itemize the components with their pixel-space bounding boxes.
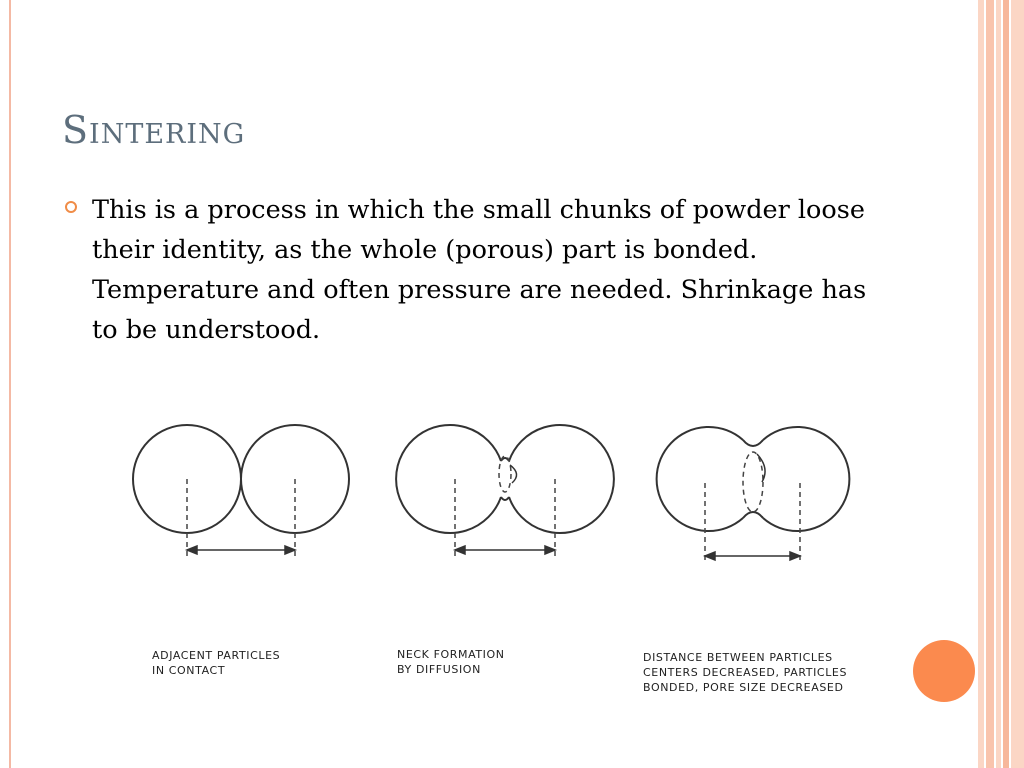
- stage3-diffusion-arrow: [757, 454, 765, 482]
- stage2-neck-ellipse: [499, 456, 511, 492]
- stage3-distance-arrow: [705, 552, 800, 560]
- stage3-neck-ellipse: [743, 452, 763, 512]
- stage2-particles: [396, 425, 614, 533]
- stage3-caption-line2: CENTERS DECREASED, PARTICLES: [643, 666, 848, 679]
- stage2-caption: [397, 647, 505, 677]
- stage1-distance-arrow: [187, 546, 295, 554]
- stage3-caption-line3: BONDED, PORE SIZE DECREASED: [643, 681, 844, 694]
- stage2-particle-left: [396, 425, 501, 533]
- stage3-caption: [643, 650, 847, 695]
- stage1-caption-line2: IN CONTACT: [152, 664, 226, 677]
- stage2-caption-line2: BY DIFFUSION: [397, 663, 481, 676]
- stage3-neck-curve-top: [743, 440, 763, 446]
- stage2-particle-right: [509, 425, 614, 533]
- stage3-particle-right: [763, 427, 849, 531]
- stage3-caption-line1: DISTANCE BETWEEN PARTICLES: [643, 651, 833, 664]
- stage1-caption-line1: ADJACENT PARTICLES: [152, 649, 281, 662]
- stage2-neck-curve-bottom: [501, 497, 509, 500]
- stage3-particle-left: [657, 427, 743, 531]
- stage3-particles: [657, 427, 850, 531]
- slide-title: Sintering: [62, 108, 246, 152]
- stage3-neck-curve-bottom: [743, 512, 763, 518]
- stage2-caption-line1: NECK FORMATION: [397, 648, 505, 661]
- stage2-distance-arrow: [455, 546, 555, 554]
- stage1-particles: [133, 425, 349, 533]
- stage1-caption: [152, 648, 280, 678]
- bullet-text: This is a process in which the small chunks of powder loose their identity, as the whole (porous) part is bonded. Temperature and often pressure are needed. Shrinkage has to be understood.: [92, 195, 867, 345]
